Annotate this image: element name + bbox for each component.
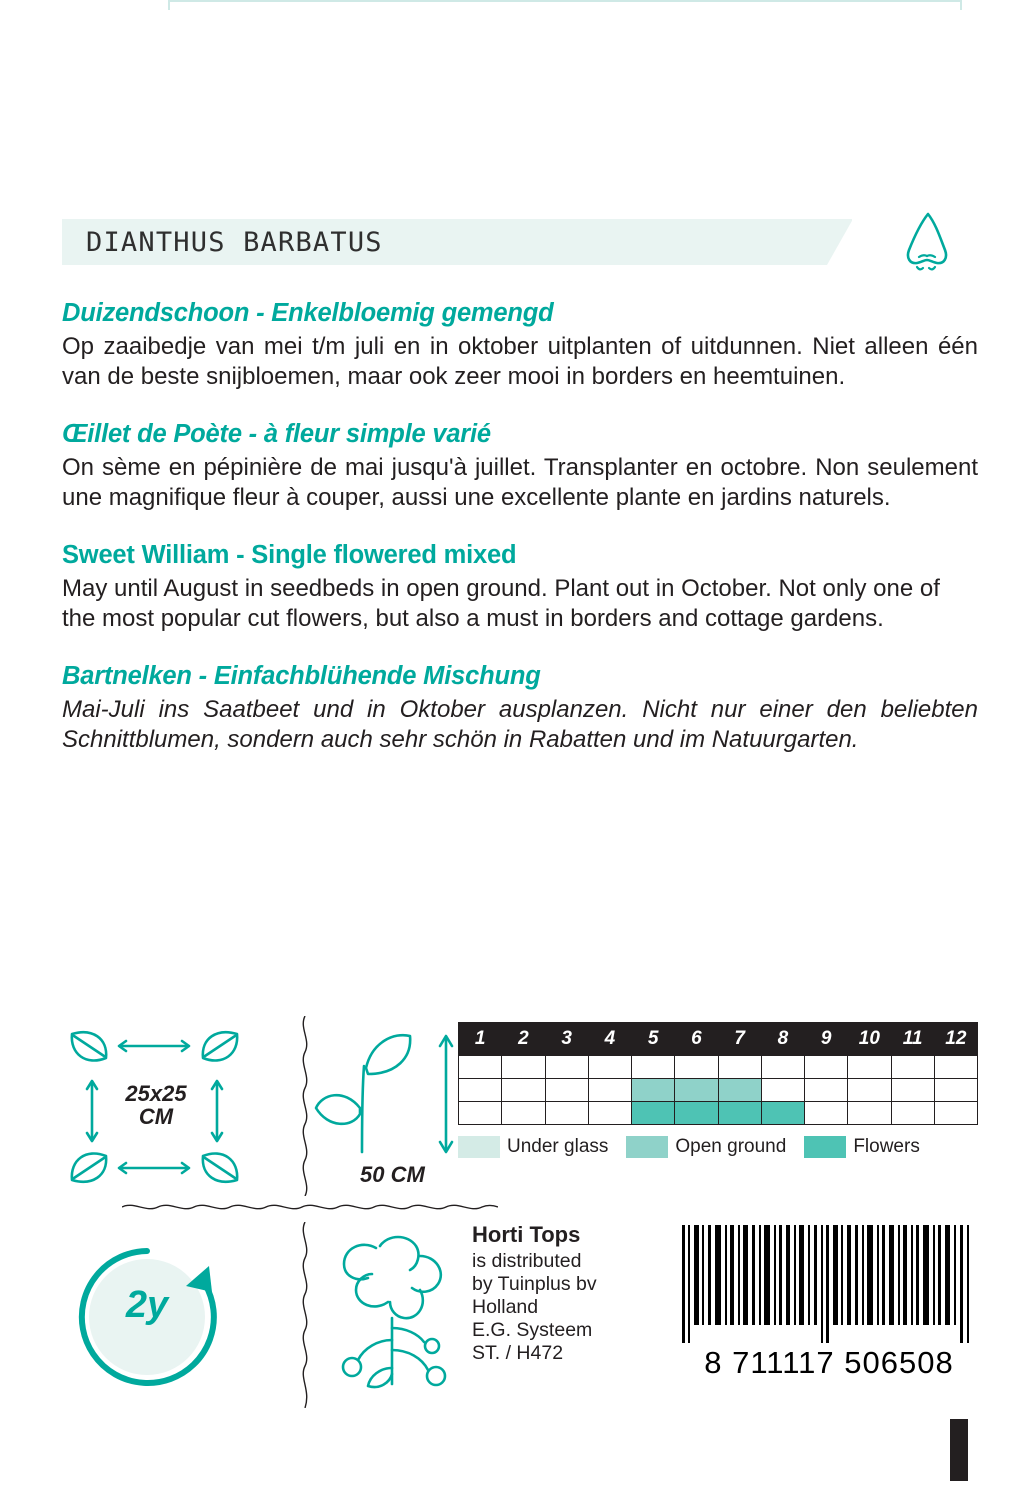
calendar-cell-flowers <box>718 1102 761 1125</box>
block-body-nl: Op zaaibedje van mei t/m juli en in oktober uitplanten of uitdunnen. Niet alleen één van de beste snijbloemen, maar ook zeer mooi in borders en heemtuinen. <box>62 332 978 391</box>
description-block-en <box>62 540 978 635</box>
calendar-cell <box>459 1079 502 1102</box>
block-body-de: Mai-Juli ins Saatbeet und in Oktober ausplanzen. Nicht nur einer den beliebten Schnittblumen, sondern auch sehr schön in Rabatten und im Natuurgarten. <box>62 695 978 754</box>
calendar-table <box>458 1022 978 1125</box>
barcode-image <box>680 1225 978 1343</box>
calendar-cell <box>761 1056 804 1079</box>
brand-line-4: E.G. Systeem <box>472 1318 593 1341</box>
legend-label-under-glass: Under glass <box>507 1136 609 1157</box>
month-header: 1 <box>459 1023 502 1056</box>
calendar-body <box>459 1056 978 1125</box>
month-header: 12 <box>934 1023 977 1056</box>
text-content <box>62 210 978 756</box>
legend-item-open-ground <box>626 1136 786 1158</box>
legend-swatch-open-ground <box>626 1136 668 1158</box>
month-header: 8 <box>761 1023 804 1056</box>
calendar-cell <box>588 1056 631 1079</box>
block-body-fr: On sème en pépinière de mai jusqu'à juillet. Transplanter en octobre. Non seulement une magnifique fleur à couper, aussi une excellente plante en jardins naturels. <box>62 453 978 512</box>
legend-item-flowers <box>804 1136 920 1158</box>
calendar-cell-open-ground <box>675 1079 718 1102</box>
calendar-cell <box>502 1079 545 1102</box>
month-header: 2 <box>502 1023 545 1056</box>
latin-name-row <box>62 210 978 274</box>
calendar-cell <box>934 1102 977 1125</box>
calendar-cell <box>891 1102 934 1125</box>
calendar-cell <box>502 1056 545 1079</box>
calendar-cell-open-ground <box>718 1079 761 1102</box>
calendar-cell-open-ground <box>632 1079 675 1102</box>
table-row <box>459 1102 978 1125</box>
lifecycle-label: 2y <box>125 1284 169 1326</box>
sowing-calendar <box>458 1022 978 1158</box>
calendar-cell <box>805 1079 848 1102</box>
barcode-digits: 8 711117 506508 <box>704 1345 954 1380</box>
latin-name-banner <box>62 219 852 265</box>
table-row <box>459 1079 978 1102</box>
plant-spacing-icon-group <box>62 1022 247 1192</box>
calendar-cell <box>805 1056 848 1079</box>
latin-name: DIANTHUS BARBATUS <box>86 226 383 258</box>
spacing-value: 25x25 <box>125 1081 187 1106</box>
month-header: 3 <box>545 1023 588 1056</box>
calendar-cell <box>848 1079 891 1102</box>
description-block-fr <box>62 419 978 514</box>
calendar-cell <box>459 1102 502 1125</box>
brand-line-2: by Tuinplus bv <box>472 1272 597 1295</box>
nose-icon <box>894 210 964 274</box>
month-header: 7 <box>718 1023 761 1056</box>
calendar-cell <box>805 1102 848 1125</box>
block-title-en: Sweet William - Single flowered mixed <box>62 541 517 570</box>
calendar-cell <box>891 1056 934 1079</box>
month-header: 4 <box>588 1023 631 1056</box>
calendar-cell <box>675 1056 718 1079</box>
plant-height-label: 50 CM <box>360 1162 425 1187</box>
calendar-cell <box>934 1056 977 1079</box>
calendar-cell <box>588 1079 631 1102</box>
lifecycle-icon-group <box>62 1232 247 1402</box>
legend-swatch-flowers <box>804 1136 846 1158</box>
calendar-cell <box>761 1079 804 1102</box>
plant-spacing-label <box>110 1082 202 1128</box>
calendar-cell <box>934 1079 977 1102</box>
calendar-cell <box>891 1079 934 1102</box>
brand-line-1: is distributed <box>472 1249 582 1272</box>
month-header: 9 <box>805 1023 848 1056</box>
month-header: 5 <box>632 1023 675 1056</box>
description-block-de <box>62 661 978 756</box>
calendar-cell <box>502 1102 545 1125</box>
block-title-nl: Duizendschoon - Enkelbloemig gemengd <box>62 299 554 327</box>
legend-swatch-under-glass <box>458 1136 500 1158</box>
calendar-cell <box>545 1102 588 1125</box>
month-header: 10 <box>848 1023 891 1056</box>
brand-info <box>472 1222 652 1365</box>
block-title-de: Bartnelken - Einfachblühende Mischung <box>62 662 541 691</box>
calendar-cell <box>848 1056 891 1079</box>
legend-item-under-glass <box>458 1136 608 1158</box>
flower-icon-group <box>310 1228 485 1403</box>
calendar-cell-flowers <box>632 1102 675 1125</box>
brand-line-3: Holland <box>472 1295 539 1318</box>
legend-label-flowers: Flowers <box>853 1136 920 1157</box>
barcode-group <box>680 1225 978 1381</box>
print-registration-mark <box>950 1419 968 1481</box>
month-header: 11 <box>891 1023 934 1056</box>
calendar-cell-flowers <box>761 1102 804 1125</box>
calendar-legend <box>458 1136 978 1158</box>
calendar-cell <box>545 1079 588 1102</box>
calendar-cell <box>718 1056 761 1079</box>
calendar-header-row <box>459 1023 978 1056</box>
legend-label-open-ground: Open ground <box>675 1136 787 1157</box>
brand-line-5: ST. / H472 <box>472 1341 564 1364</box>
brand-name: Horti Tops <box>472 1222 581 1247</box>
calendar-cell-flowers <box>675 1102 718 1125</box>
description-block-nl <box>62 298 978 393</box>
block-body-en: May until August in seedbeds in open ground. Plant out in October. Not only one of the most popular cut flowers, but also a must in borders and cottage gardens. <box>62 574 940 633</box>
flower-icon <box>310 1228 485 1403</box>
table-row <box>459 1056 978 1079</box>
month-header: 6 <box>675 1023 718 1056</box>
spacing-unit: CM <box>138 1104 174 1130</box>
calendar-cell <box>848 1102 891 1125</box>
block-title-fr: Œillet de Poète - à fleur simple varié <box>62 420 491 449</box>
calendar-cell <box>588 1102 631 1125</box>
divider-horizontal <box>122 1200 498 1214</box>
calendar-cell <box>545 1056 588 1079</box>
calendar-cell <box>632 1056 675 1079</box>
trim-mark-top <box>168 0 962 10</box>
calendar-cell <box>459 1056 502 1079</box>
